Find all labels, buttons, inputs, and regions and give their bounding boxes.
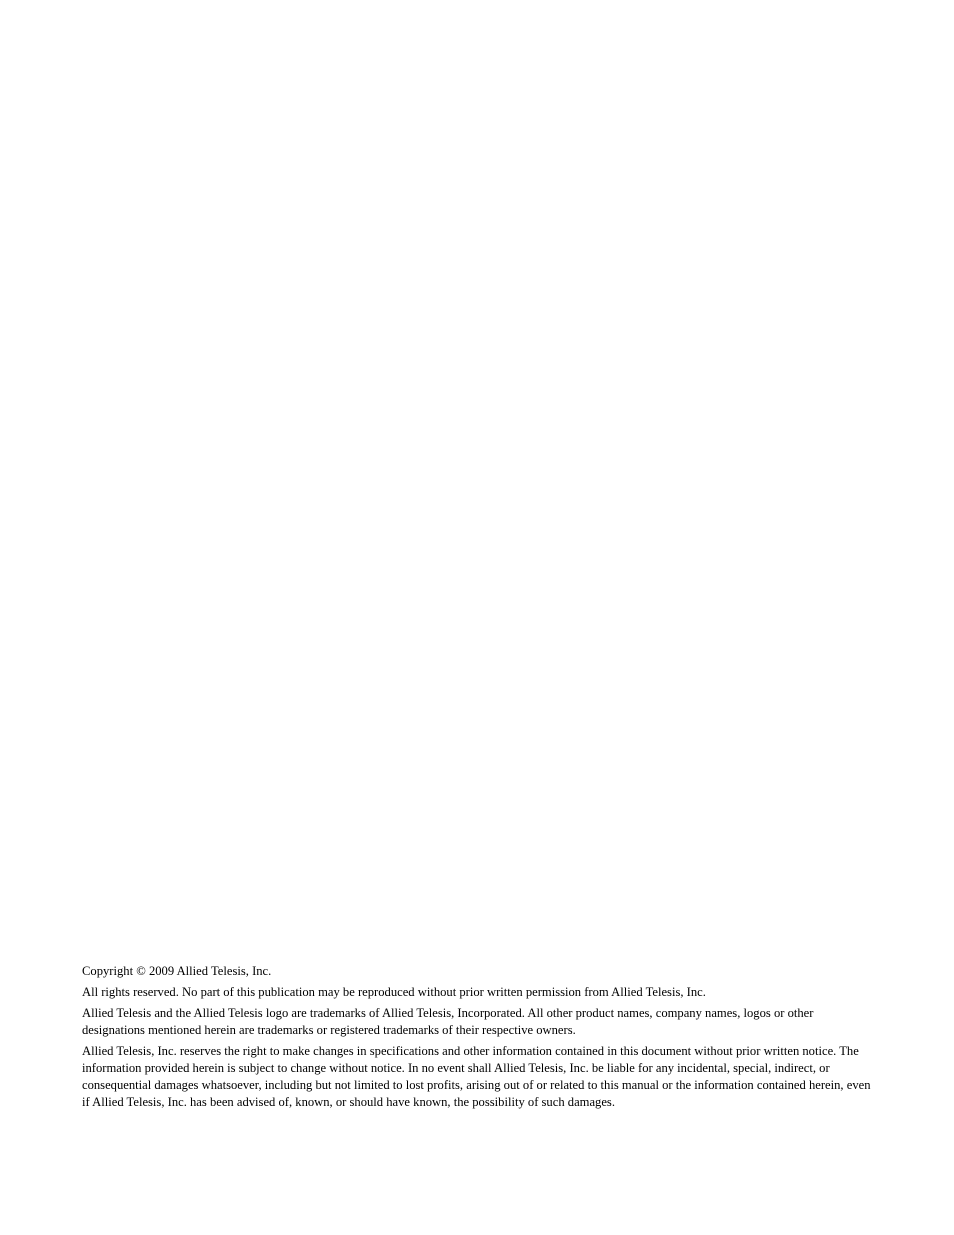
copyright-line: Copyright © 2009 Allied Telesis, Inc. <box>82 964 272 978</box>
disclaimer-paragraph: Allied Telesis, Inc. reserves the right to make changes in specifications and other information contained in this document without prior written notice. The information provided herein is subject to change without notice. In no event shall Allied Telesis, Inc. be liable for any incidental, special, indirect, or consequential damages whatsoever, including but not limited to lost profits, arising out of or related to this manual or the information contained herein, even if Allied Telesis, Inc. has been advised of, known, or should have known, the possibility of such damages. <box>82 1044 871 1109</box>
trademarks-paragraph: Allied Telesis and the Allied Telesis logo are trademarks of Allied Telesis, Incorporated. All other product names, company names, logos or other designations mentioned herein are trademarks or registered trademarks of their respective owners. <box>82 1006 814 1037</box>
legal-notice <box>82 963 872 1115</box>
rights-reserved-paragraph: All rights reserved. No part of this publication may be reproduced without prior written permission from Allied Telesis, Inc. <box>82 985 706 999</box>
